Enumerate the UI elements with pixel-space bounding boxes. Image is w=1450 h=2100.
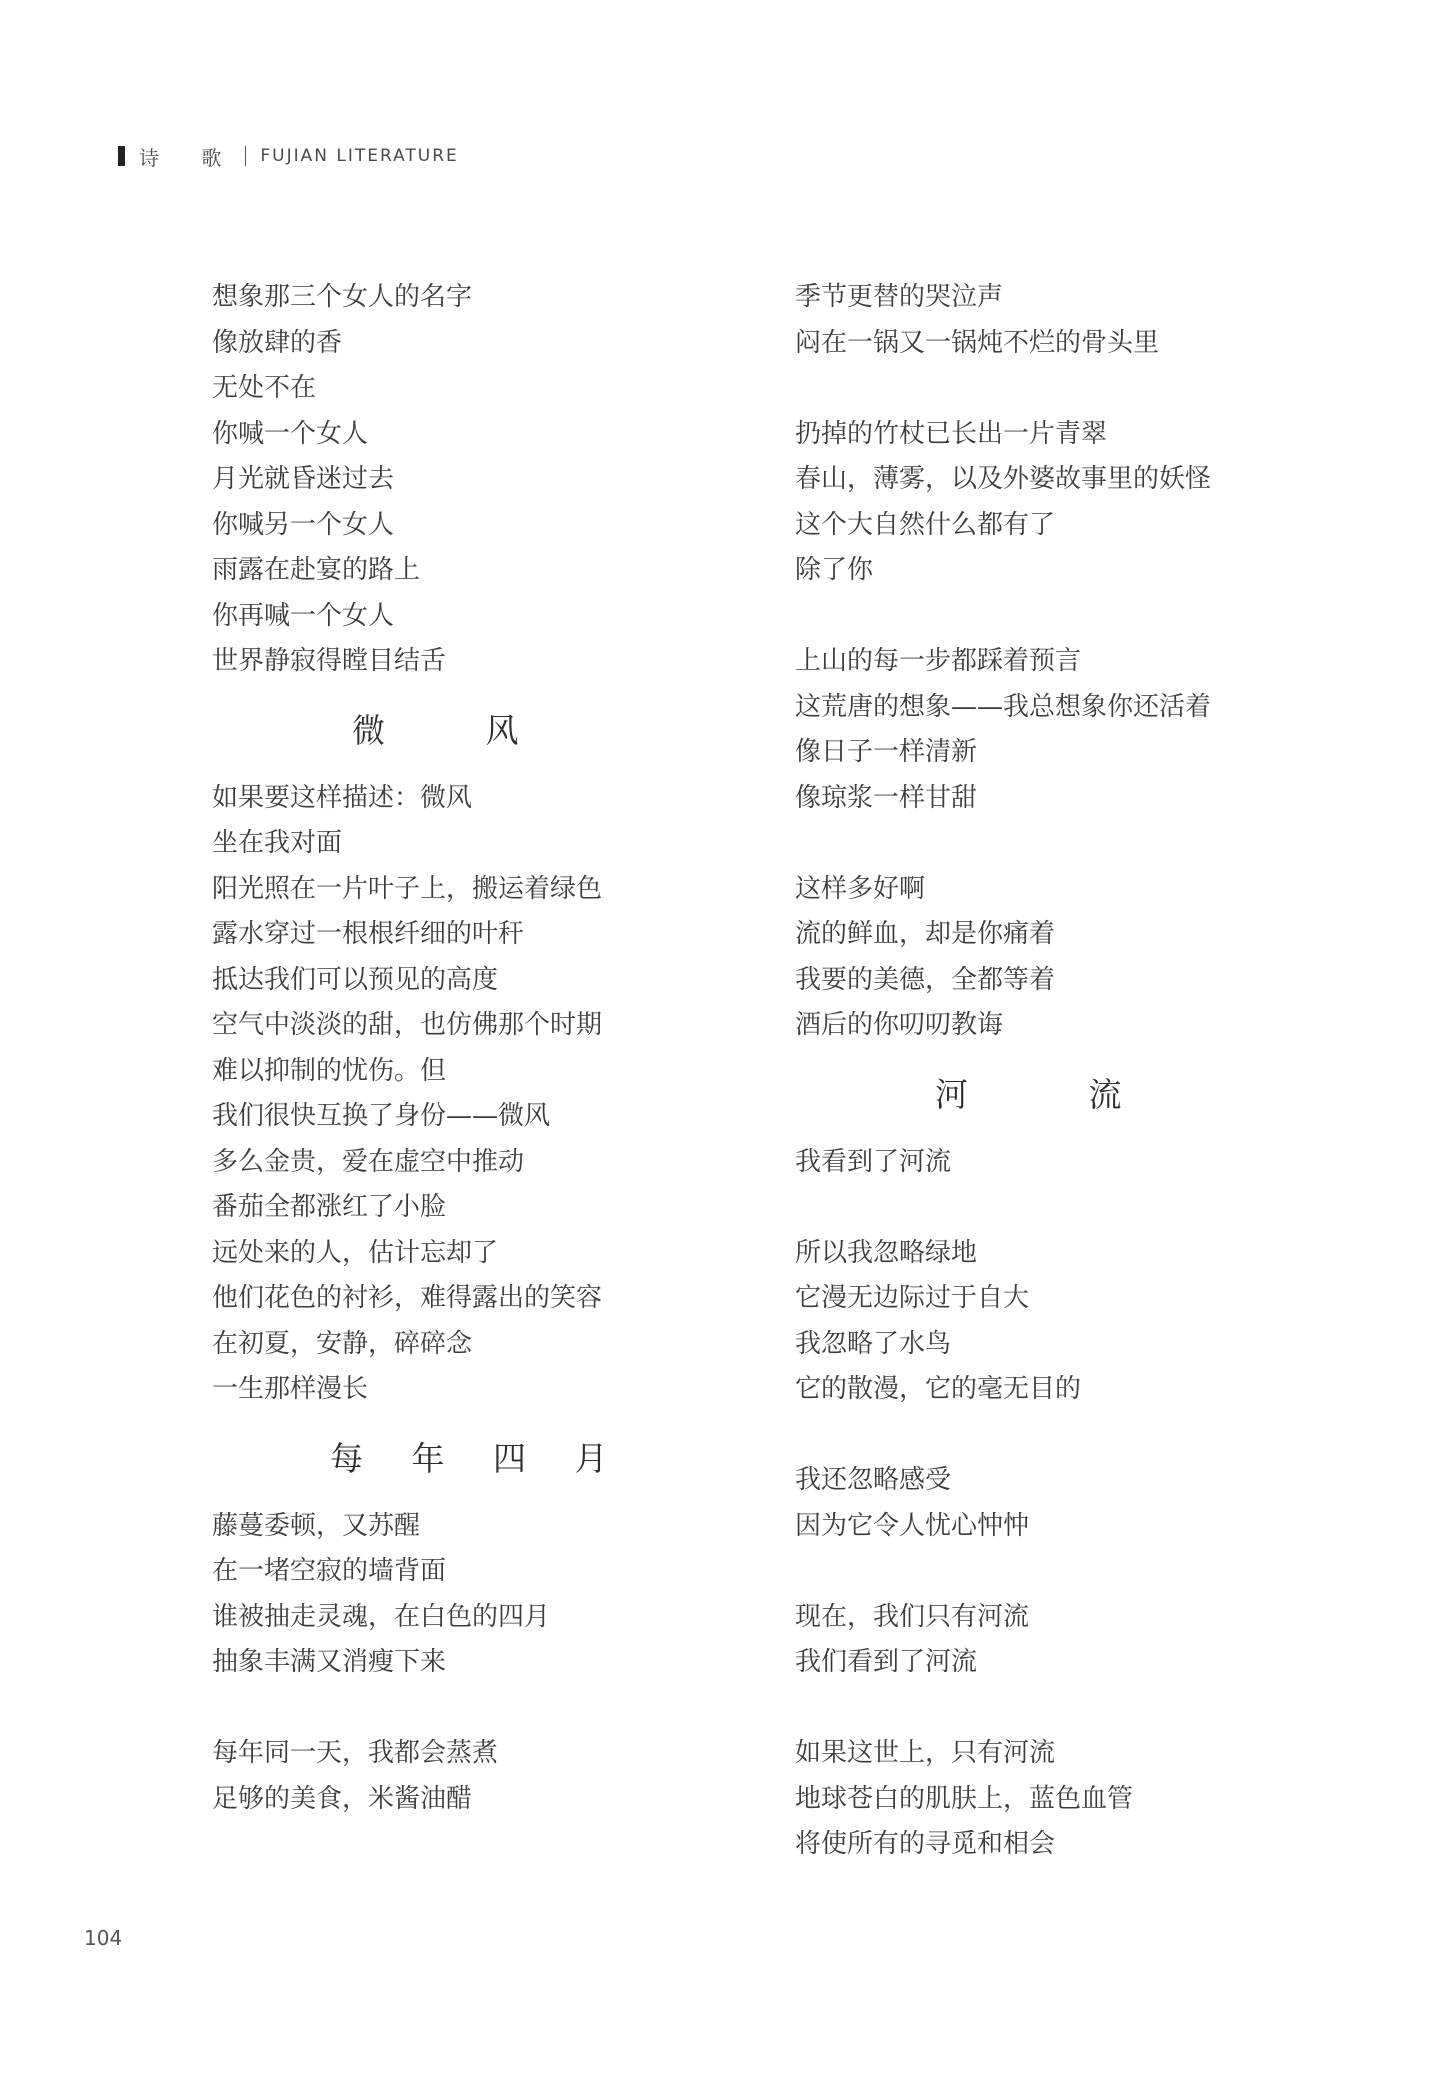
- section-label: 诗 歌: [139, 145, 240, 170]
- poem-line: 想象那三个女人的名字: [212, 282, 473, 312]
- poem-line: 我要的美德，全都等着: [795, 964, 1056, 995]
- poem-line: 露水穿过一根根纤细的叶秆: [212, 919, 525, 949]
- poem-line: 在一堵空寂的墙背面: [212, 1556, 447, 1586]
- poem-title-heliu: 河 流: [935, 1074, 1177, 1114]
- stanza-break: [795, 1413, 1355, 1459]
- poem-title-meinian: 每 年 四 月: [330, 1438, 627, 1478]
- stanza-break: [795, 1686, 1355, 1732]
- stanza-break: [795, 594, 1355, 640]
- poem-line: 阳光照在一片叶子上，搬运着绿色: [212, 873, 603, 904]
- poem-line: 我忽略了水鸟: [795, 1328, 952, 1359]
- poem-line: 扔掉的竹杖已长出一片青翠: [795, 418, 1108, 449]
- poem-line: 将使所有的寻觅和相会: [795, 1829, 1056, 1859]
- poem-line: 远处来的人，估计忘却了: [212, 1237, 499, 1268]
- poem-line: 酒后的你叨叨教诲: [795, 1010, 1004, 1040]
- poem-line: 足够的美食，米酱油醋: [212, 1783, 473, 1814]
- poem-line: 我还忽略感受: [795, 1465, 952, 1495]
- poem-line: 你喊另一个女人: [212, 509, 395, 540]
- poem-line: 如果这世上，只有河流: [795, 1738, 1056, 1768]
- stanza-break: [795, 821, 1355, 867]
- poem-line: 上山的每一步都踩着预言: [795, 646, 1082, 676]
- poem-line: 我们看到了河流: [795, 1647, 978, 1677]
- poem-line: 藤蔓委顿，又苏醒: [212, 1510, 421, 1541]
- poem-line: 闷在一锅又一锅炖不烂的骨头里: [795, 327, 1160, 358]
- poem-line: 每年同一天，我都会蒸煮: [212, 1738, 499, 1768]
- poem-line: 无处不在: [212, 373, 317, 403]
- left-column: [212, 275, 772, 1822]
- poem-line: 它漫无边际过于自大: [795, 1283, 1030, 1313]
- poem-line: 所以我忽略绿地: [795, 1237, 978, 1268]
- poem-line: 谁被抽走灵魂，在白色的四月: [212, 1601, 551, 1632]
- poem-line: 世界静寂得瞠目结舌: [212, 646, 447, 676]
- poem-line: 你再喊一个女人: [212, 600, 395, 631]
- poem-line: 番茄全都涨红了小脸: [212, 1192, 447, 1222]
- poem-line: 除了你: [795, 555, 874, 585]
- poem-line: 难以抑制的忧伤。但: [212, 1055, 447, 1086]
- header-divider: [245, 146, 246, 166]
- stanza-break: [795, 1185, 1355, 1231]
- poem-line: 像琼浆一样甘甜: [795, 782, 978, 813]
- poem-line: 月光就昏迷过去: [212, 464, 395, 494]
- poem-line: 抽象丰满又消瘦下来: [212, 1647, 447, 1677]
- running-header: [118, 140, 459, 172]
- poem-line: 我看到了河流: [795, 1146, 952, 1177]
- poem-line: 它的散漫，它的毫无目的: [795, 1374, 1082, 1404]
- right-column: [795, 275, 1355, 1868]
- poem-line: 地球苍白的肌肤上，蓝色血管: [795, 1783, 1134, 1814]
- poem-line: 现在，我们只有河流: [795, 1601, 1030, 1632]
- stanza-break: [212, 1686, 772, 1732]
- poem-line: 坐在我对面: [212, 828, 343, 858]
- page-number: 104: [84, 1926, 123, 1950]
- poem-line: 流的鲜血，却是你痛着: [795, 919, 1056, 949]
- publication-name: FUJIAN LITERATURE: [260, 146, 459, 166]
- stanza-break: [795, 366, 1355, 412]
- poem-line: 像放肆的香: [212, 327, 343, 358]
- header-marker-bar: [118, 146, 125, 166]
- poem-line: 春山，薄雾，以及外婆故事里的妖怪: [795, 464, 1212, 494]
- poem-line: 季节更替的哭泣声: [795, 282, 1004, 312]
- poem-title-weifeng: 微 风: [352, 710, 564, 750]
- poem-line: 在初夏，安静，碎碎念: [212, 1328, 473, 1359]
- poem-line: 如果要这样描述：微风: [212, 782, 473, 813]
- poem-line: 抵达我们可以预见的高度: [212, 964, 499, 995]
- poem-line: 你喊一个女人: [212, 418, 369, 449]
- poem-line: 这样多好啊: [795, 873, 926, 904]
- poem-line: 我们很快互换了身份——微风: [212, 1101, 551, 1131]
- stanza-break: [795, 1549, 1355, 1595]
- poem-line: 他们花色的衬衫，难得露出的笑容: [212, 1283, 603, 1313]
- poem-line: 这个大自然什么都有了: [795, 509, 1056, 540]
- poem-line: 多么金贵，爱在虚空中推动: [212, 1146, 525, 1177]
- poem-line: 像日子一样清新: [795, 737, 978, 767]
- poem-line: 这荒唐的想象——我总想象你还活着: [795, 691, 1212, 722]
- poem-line: 一生那样漫长: [212, 1374, 369, 1404]
- poem-line: 雨露在赴宴的路上: [212, 555, 421, 585]
- poem-line: 因为它令人忧心忡忡: [795, 1510, 1030, 1541]
- poem-line: 空气中淡淡的甜，也仿佛那个时期: [212, 1010, 603, 1040]
